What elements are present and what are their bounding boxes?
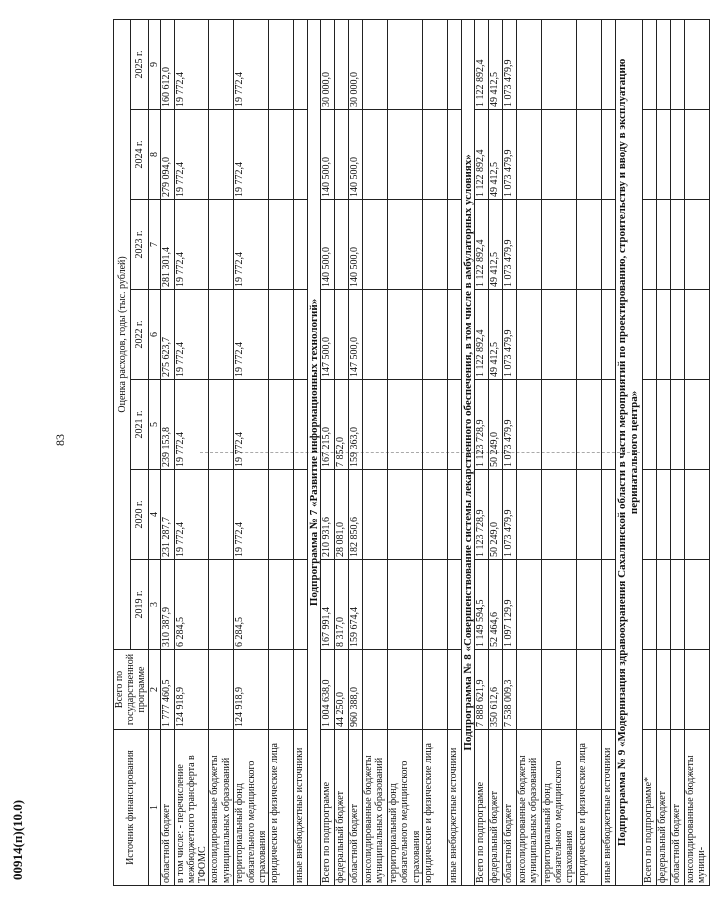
table-row xyxy=(268,19,293,885)
cell-value xyxy=(601,380,615,470)
cell-value xyxy=(422,290,447,380)
cell-value: 49 412,5 xyxy=(489,200,503,290)
cell-value xyxy=(656,380,670,470)
cell-value: 1 122 892,4 xyxy=(475,19,489,109)
document-code: 00914(п)(10.0) xyxy=(10,799,25,880)
cell-value xyxy=(268,560,293,650)
cell-value xyxy=(576,290,601,380)
table-row xyxy=(447,19,461,885)
cell-value: 350 612,6 xyxy=(489,650,503,730)
cell-value xyxy=(209,470,234,560)
cell-value: 960 388,0 xyxy=(349,650,363,730)
cell-value xyxy=(684,470,709,560)
cell-value: 49 412,5 xyxy=(489,19,503,109)
header-year: 2019 г. xyxy=(131,560,148,650)
row-label: в том числе: - перечисление межбюджетного трансферта в ТФОМС xyxy=(174,730,209,886)
row-label: областной бюджет xyxy=(503,730,517,886)
cell-value: 1 073 479,9 xyxy=(503,290,517,380)
cell-value xyxy=(447,560,461,650)
cell-value xyxy=(447,19,461,109)
cell-value xyxy=(684,290,709,380)
column-number: 7 xyxy=(148,200,160,290)
column-number: 8 xyxy=(148,110,160,200)
cell-value: 124 918,9 xyxy=(174,650,209,730)
cell-value xyxy=(388,290,423,380)
cell-value xyxy=(388,200,423,290)
cell-value xyxy=(601,200,615,290)
cell-value xyxy=(642,560,656,650)
cell-value xyxy=(209,110,234,200)
table-row xyxy=(576,19,601,885)
cell-value xyxy=(422,380,447,470)
cell-value: 30 000,0 xyxy=(349,19,363,109)
row-label: Всего по подпрограмме* xyxy=(642,730,656,886)
cell-value xyxy=(542,470,577,560)
table-row xyxy=(293,19,307,885)
cell-value xyxy=(422,110,447,200)
row-label: территориальный фонд обязательного медицинского страхования xyxy=(234,730,269,886)
cell-value xyxy=(293,560,307,650)
cell-value xyxy=(335,290,349,380)
cell-value: 19 772,4 xyxy=(174,290,209,380)
table-row xyxy=(656,19,670,885)
cell-value: 50 249,0 xyxy=(489,470,503,560)
cell-value xyxy=(447,110,461,200)
cell-value: 1 004 638,0 xyxy=(321,650,335,730)
cell-value xyxy=(209,380,234,470)
table-row xyxy=(503,19,517,885)
cell-value: 1 073 479,9 xyxy=(503,380,517,470)
cell-value: 50 249,0 xyxy=(489,380,503,470)
cell-value xyxy=(576,200,601,290)
header-year: 2025 г. xyxy=(131,19,148,109)
table-row xyxy=(209,19,234,885)
cell-value xyxy=(363,650,388,730)
cell-value xyxy=(656,650,670,730)
cell-value xyxy=(517,380,542,470)
cell-value xyxy=(209,290,234,380)
cell-value: 19 772,4 xyxy=(174,110,209,200)
table-row xyxy=(349,19,363,885)
cell-value xyxy=(209,200,234,290)
header-total: Всего по государственной программе xyxy=(114,650,149,730)
cell-value xyxy=(576,560,601,650)
cell-value xyxy=(670,560,684,650)
cell-value: 1 073 479,9 xyxy=(503,110,517,200)
cell-value: 160 612,0 xyxy=(160,19,174,109)
cell-value xyxy=(601,650,615,730)
table-row xyxy=(422,19,447,885)
cell-value: 19 772,4 xyxy=(174,470,209,560)
row-label: Всего по подпрограмме xyxy=(475,730,489,886)
cell-value: 49 412,5 xyxy=(489,110,503,200)
cell-value xyxy=(684,650,709,730)
cell-value xyxy=(576,380,601,470)
column-number: 4 xyxy=(148,470,160,560)
cell-value xyxy=(422,560,447,650)
row-label: территориальный фонд обязательного медицинского страхования xyxy=(542,730,577,886)
cell-value xyxy=(335,19,349,109)
cell-value xyxy=(684,19,709,109)
cell-value: 19 772,4 xyxy=(234,110,269,200)
cell-value xyxy=(363,19,388,109)
row-label: иные внебюджетные источники xyxy=(447,730,461,886)
row-label: юридические и физические лица xyxy=(576,730,601,886)
cell-value xyxy=(542,290,577,380)
cell-value xyxy=(447,200,461,290)
table-row xyxy=(335,19,349,885)
cell-value xyxy=(268,19,293,109)
section-7-title: Подпрограмма № 7 «Развитие информационных технологий» xyxy=(307,19,320,885)
cell-value xyxy=(268,470,293,560)
cell-value: 159 674,4 xyxy=(349,560,363,650)
section-8 xyxy=(461,19,474,885)
table-row xyxy=(321,19,335,885)
header-year: 2020 г. xyxy=(131,470,148,560)
section-7 xyxy=(307,19,320,885)
cell-value xyxy=(656,110,670,200)
rows-top xyxy=(160,19,307,885)
cell-value xyxy=(670,380,684,470)
cell-value xyxy=(656,290,670,380)
cell-value xyxy=(268,290,293,380)
table-row xyxy=(542,19,577,885)
cell-value: 44 250,0 xyxy=(335,650,349,730)
cell-value xyxy=(601,470,615,560)
cell-value xyxy=(363,110,388,200)
cell-value xyxy=(642,380,656,470)
table-row xyxy=(684,19,709,885)
cell-value xyxy=(388,560,423,650)
cell-value xyxy=(293,470,307,560)
cell-value xyxy=(642,19,656,109)
header-year: 2021 г. xyxy=(131,380,148,470)
row-label: консолидированные бюджеты муниципальных образований xyxy=(209,730,234,886)
section-7-rows xyxy=(321,19,462,885)
cell-value xyxy=(209,560,234,650)
row-label: федеральный бюджет xyxy=(335,730,349,886)
cell-value xyxy=(670,290,684,380)
cell-value: 30 000,0 xyxy=(321,19,335,109)
cell-value xyxy=(542,200,577,290)
column-number: 5 xyxy=(148,380,160,470)
cell-value: 239 153,8 xyxy=(160,380,174,470)
cell-value xyxy=(601,560,615,650)
cell-value: 6 284,5 xyxy=(174,560,209,650)
header-year: 2024 г. xyxy=(131,110,148,200)
table-row xyxy=(388,19,423,885)
cell-value xyxy=(542,19,577,109)
cell-value: 19 772,4 xyxy=(234,470,269,560)
cell-value xyxy=(656,560,670,650)
cell-value xyxy=(422,200,447,290)
cell-value xyxy=(422,19,447,109)
column-number: 6 xyxy=(148,290,160,380)
cell-value: 1 123 728,9 xyxy=(475,380,489,470)
cell-value xyxy=(335,200,349,290)
cell-value: 281 301,4 xyxy=(160,200,174,290)
cell-value xyxy=(447,290,461,380)
cell-value: 1 122 892,4 xyxy=(475,290,489,380)
cell-value: 124 918,9 xyxy=(234,650,269,730)
table-row xyxy=(363,19,388,885)
row-label: областной бюджет xyxy=(670,730,684,886)
row-label: областной бюджет xyxy=(349,730,363,886)
cell-value xyxy=(363,380,388,470)
section-9-rows xyxy=(642,19,709,885)
section-9-title: Подпрограмма № 9 «Модернизация здравоохранения Сахалинской области в части мероприятий по проектированию, строительству и вводу в эксплуатацию перинатального центра» xyxy=(615,19,642,885)
cell-value xyxy=(642,200,656,290)
cell-value: 49 412,5 xyxy=(489,290,503,380)
cell-value xyxy=(542,110,577,200)
cell-value: 1 122 892,4 xyxy=(475,200,489,290)
cell-value xyxy=(388,19,423,109)
cell-value xyxy=(209,19,234,109)
row-label: консолидированные бюджеты муниципальных образований xyxy=(517,730,542,886)
cell-value: 1 149 594,5 xyxy=(475,560,489,650)
cell-value: 310 387,9 xyxy=(160,560,174,650)
row-label: юридические и физические лица xyxy=(268,730,293,886)
cell-value xyxy=(517,200,542,290)
table-row xyxy=(174,19,209,885)
cell-value: 1 122 892,4 xyxy=(475,110,489,200)
cell-value: 140 500,0 xyxy=(321,110,335,200)
cell-value xyxy=(388,470,423,560)
cell-value xyxy=(576,650,601,730)
cell-value xyxy=(517,560,542,650)
header-year: 2023 г. xyxy=(131,200,148,290)
cell-value: 147 500,0 xyxy=(349,290,363,380)
table-row xyxy=(234,19,269,885)
row-label: областной бюджет xyxy=(160,730,174,886)
cell-value: 182 850,6 xyxy=(349,470,363,560)
cell-value xyxy=(447,380,461,470)
rotated-table-container xyxy=(113,20,707,886)
cell-value xyxy=(363,290,388,380)
cell-value: 159 363,0 xyxy=(349,380,363,470)
cell-value xyxy=(363,560,388,650)
cell-value: 8 317,0 xyxy=(335,560,349,650)
column-number: 1 xyxy=(148,730,160,886)
column-number: 9 xyxy=(148,19,160,109)
cell-value xyxy=(293,110,307,200)
cell-value: 140 500,0 xyxy=(349,200,363,290)
table-row xyxy=(517,19,542,885)
cell-value xyxy=(542,560,577,650)
cell-value xyxy=(517,19,542,109)
cell-value xyxy=(268,380,293,470)
cell-value xyxy=(517,290,542,380)
section-9 xyxy=(615,19,642,885)
row-label: территориальный фонд обязательного медицинского страхования xyxy=(388,730,423,886)
cell-value: 231 287,7 xyxy=(160,470,174,560)
cell-value xyxy=(684,110,709,200)
cell-value xyxy=(670,19,684,109)
cell-value: 19 772,4 xyxy=(234,200,269,290)
cell-value: 19 772,4 xyxy=(174,380,209,470)
table-row xyxy=(670,19,684,885)
cell-value: 19 772,4 xyxy=(174,200,209,290)
cell-value xyxy=(670,110,684,200)
cell-value: 28 081,0 xyxy=(335,470,349,560)
cell-value xyxy=(422,650,447,730)
cell-value xyxy=(601,19,615,109)
cell-value xyxy=(517,110,542,200)
table-row xyxy=(160,19,174,885)
cell-value xyxy=(656,470,670,560)
cell-value: 167 215,0 xyxy=(321,380,335,470)
cell-value xyxy=(268,650,293,730)
budget-table xyxy=(113,19,710,886)
table-row xyxy=(475,19,489,885)
cell-value xyxy=(293,650,307,730)
section-8-title: Подпрограмма № 8 «Совершенствование системы лекарственного обеспечения, в том числе в амбулаторных условиях» xyxy=(461,19,474,885)
cell-value xyxy=(656,19,670,109)
cell-value xyxy=(684,380,709,470)
cell-value: 19 772,4 xyxy=(234,19,269,109)
cell-value xyxy=(293,380,307,470)
cell-value xyxy=(447,470,461,560)
cell-value xyxy=(335,110,349,200)
cell-value: 210 931,6 xyxy=(321,470,335,560)
header-source: Источник финансирования xyxy=(114,730,149,886)
cell-value xyxy=(268,200,293,290)
cell-value xyxy=(293,290,307,380)
cell-value: 7 538 009,3 xyxy=(503,650,517,730)
cell-value: 1 777 460,5 xyxy=(160,650,174,730)
cell-value xyxy=(388,110,423,200)
cell-value: 19 772,4 xyxy=(174,19,209,109)
section-8-rows xyxy=(475,19,616,885)
cell-value: 167 991,4 xyxy=(321,560,335,650)
cell-value xyxy=(517,470,542,560)
cell-value xyxy=(447,650,461,730)
column-number: 2 xyxy=(148,650,160,730)
cell-value: 7 888 621,9 xyxy=(475,650,489,730)
page-number: 83 xyxy=(53,434,67,446)
cell-value xyxy=(542,380,577,470)
cell-value xyxy=(670,200,684,290)
cell-value: 52 464,6 xyxy=(489,560,503,650)
cell-value: 1 123 728,9 xyxy=(475,470,489,560)
header-year: 2022 г. xyxy=(131,290,148,380)
cell-value xyxy=(363,470,388,560)
cell-value xyxy=(670,470,684,560)
cell-value: 147 500,0 xyxy=(321,290,335,380)
cell-value xyxy=(576,19,601,109)
row-label: федеральный бюджет xyxy=(489,730,503,886)
table-row xyxy=(489,19,503,885)
cell-value xyxy=(642,110,656,200)
header-estimate: Оценка расходов, годы (тыс. рублей) xyxy=(114,19,131,649)
row-label: консолидированные бюджеты муници- xyxy=(684,730,709,886)
cell-value xyxy=(642,290,656,380)
cell-value xyxy=(388,380,423,470)
cell-value: 140 500,0 xyxy=(349,110,363,200)
cell-value xyxy=(293,19,307,109)
cell-value xyxy=(363,200,388,290)
cell-value xyxy=(684,560,709,650)
cell-value xyxy=(209,650,234,730)
table-row xyxy=(642,19,656,885)
cell-value xyxy=(293,200,307,290)
row-label: иные внебюджетные источники xyxy=(293,730,307,886)
cell-value: 19 772,4 xyxy=(234,290,269,380)
cell-value xyxy=(268,110,293,200)
cell-value: 140 500,0 xyxy=(321,200,335,290)
row-label: консолидированные бюджеты муниципальных образований xyxy=(363,730,388,886)
cell-value xyxy=(576,470,601,560)
row-label: юридические и физические лица xyxy=(422,730,447,886)
cell-value: 1 073 479,9 xyxy=(503,470,517,560)
cell-value xyxy=(542,650,577,730)
table-row xyxy=(601,19,615,885)
cell-value xyxy=(656,200,670,290)
cell-value xyxy=(576,110,601,200)
cell-value xyxy=(684,200,709,290)
cell-value xyxy=(642,650,656,730)
cell-value: 1 073 479,9 xyxy=(503,200,517,290)
cell-value: 1 097 129,9 xyxy=(503,560,517,650)
cell-value: 1 073 479,9 xyxy=(503,19,517,109)
cell-value: 279 094,0 xyxy=(160,110,174,200)
cell-value: 7 852,0 xyxy=(335,380,349,470)
cell-value xyxy=(642,470,656,560)
cell-value xyxy=(517,650,542,730)
cell-value xyxy=(388,650,423,730)
cell-value xyxy=(601,290,615,380)
row-label: Всего по подпрограмме xyxy=(321,730,335,886)
column-number: 3 xyxy=(148,560,160,650)
row-label: федеральный бюджет xyxy=(656,730,670,886)
cell-value xyxy=(422,470,447,560)
cell-value xyxy=(601,110,615,200)
cell-value: 275 623,7 xyxy=(160,290,174,380)
row-label: иные внебюджетные источники xyxy=(601,730,615,886)
cell-value xyxy=(670,650,684,730)
cell-value: 6 284,5 xyxy=(234,560,269,650)
cell-value: 19 772,4 xyxy=(234,380,269,470)
